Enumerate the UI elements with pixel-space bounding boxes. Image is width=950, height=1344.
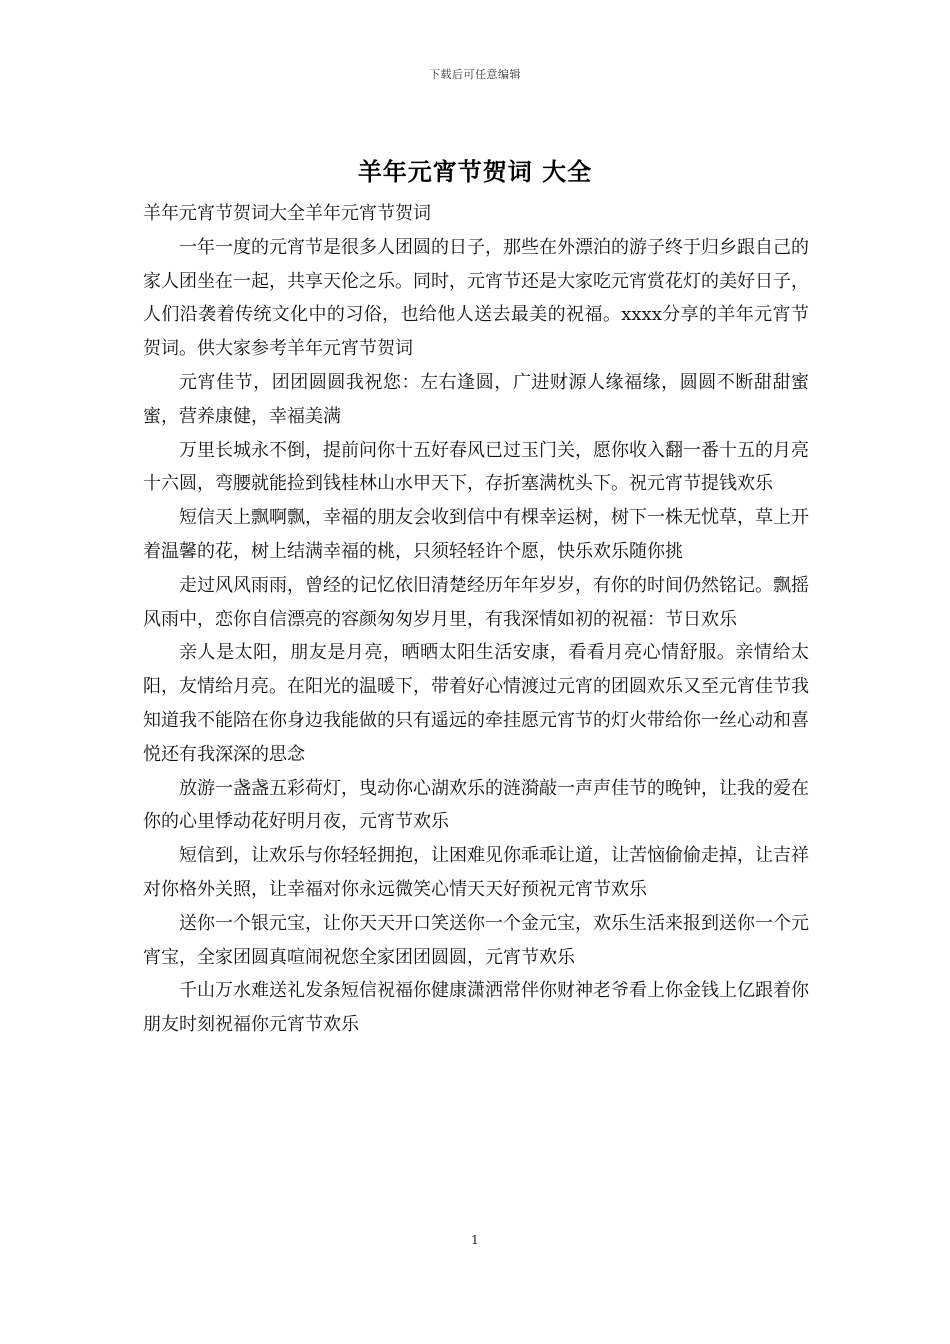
body-paragraph: 千山万水难送礼发条短信祝福你健康潇洒常伴你财神老爷看上你金钱上亿跟着你朋友时刻祝福你元宵节欢乐 [143, 980, 809, 1036]
body-paragraph: 元宵佳节，团团圆圆我祝您：左右逢圆，广进财源人缘福缘，圆圆不断甜甜蜜蜜，营养康健，幸福美满 [143, 371, 809, 427]
body-paragraph: 万里长城永不倒，提前问你十五好春风已过玉门关，愿你收入翻一番十五的月亮十六圆，弯腰就能捡到钱桂林山水甲天下，存折塞满枕头下。祝元宵节提钱欢乐 [143, 439, 809, 495]
document-title: 羊年元宵节贺词 大全 [357, 157, 593, 186]
body-paragraph: 放游一盏盏五彩荷灯，曳动你心湖欢乐的涟漪敲一声声佳节的晚钟，让我的爱在你的心里悸动花好明月夜，元宵节欢乐 [143, 777, 809, 833]
header-note: 下载后可任意编辑 [429, 68, 521, 81]
subtitle-paragraph: 羊年元宵节贺词大全羊年元宵节贺词 [143, 203, 431, 224]
page-number: 1 [471, 1233, 479, 1247]
body-paragraph: 走过风风雨雨，曾经的记忆依旧清楚经历年年岁岁，有你的时间仍然铭记。飘摇风雨中，恋你自信漂亮的容颜匆匆岁月里，有我深情如初的祝福：节日欢乐 [143, 574, 809, 630]
body-paragraph: 送你一个银元宝，让你天天开口笑送你一个金元宝，欢乐生活来报到送你一个元宵宝，全家团圆真喧闹祝您全家团团圆圆，元宵节欢乐 [143, 912, 809, 968]
body-paragraph: 短信到，让欢乐与你轻轻拥抱，让困难见你乖乖让道，让苦恼偷偷走掉，让吉祥对你格外关照，让幸福对你永远微笑心情天天好预祝元宵节欢乐 [143, 845, 809, 900]
body-paragraph: 一年一度的元宵节是很多人团圆的日子，那些在外漂泊的游子终于归乡跟自己的家人团坐在一起，共享天伦之乐。同时，元宵节还是大家吃元宵赏花灯的美好日子，人们沿袭着传统文化中的习俗，也给他人送去最美的祝福。xxxx分享的羊年元宵节贺词。供大家参考羊年元宵节贺词 [143, 236, 809, 360]
body-paragraph: 亲人是太阳，朋友是月亮，晒晒太阳生活安康，看看月亮心情舒服。亲情给太阳，友情给月亮。在阳光的温暖下，带着好心情渡过元宵的团圆欢乐又至元宵佳节我知道我不能陪在你身边我能做的只有遥远的牵挂愿元宵节的灯火带给你一丝心动和喜悦还有我深深的思念 [143, 642, 809, 765]
document-body [143, 197, 809, 1042]
body-paragraph: 短信天上飘啊飘，幸福的朋友会收到信中有棵幸运树，树下一株无忧草，草上开着温馨的花，树上结满幸福的桃，只须轻轻许个愿，快乐欢乐随你挑 [143, 507, 809, 562]
